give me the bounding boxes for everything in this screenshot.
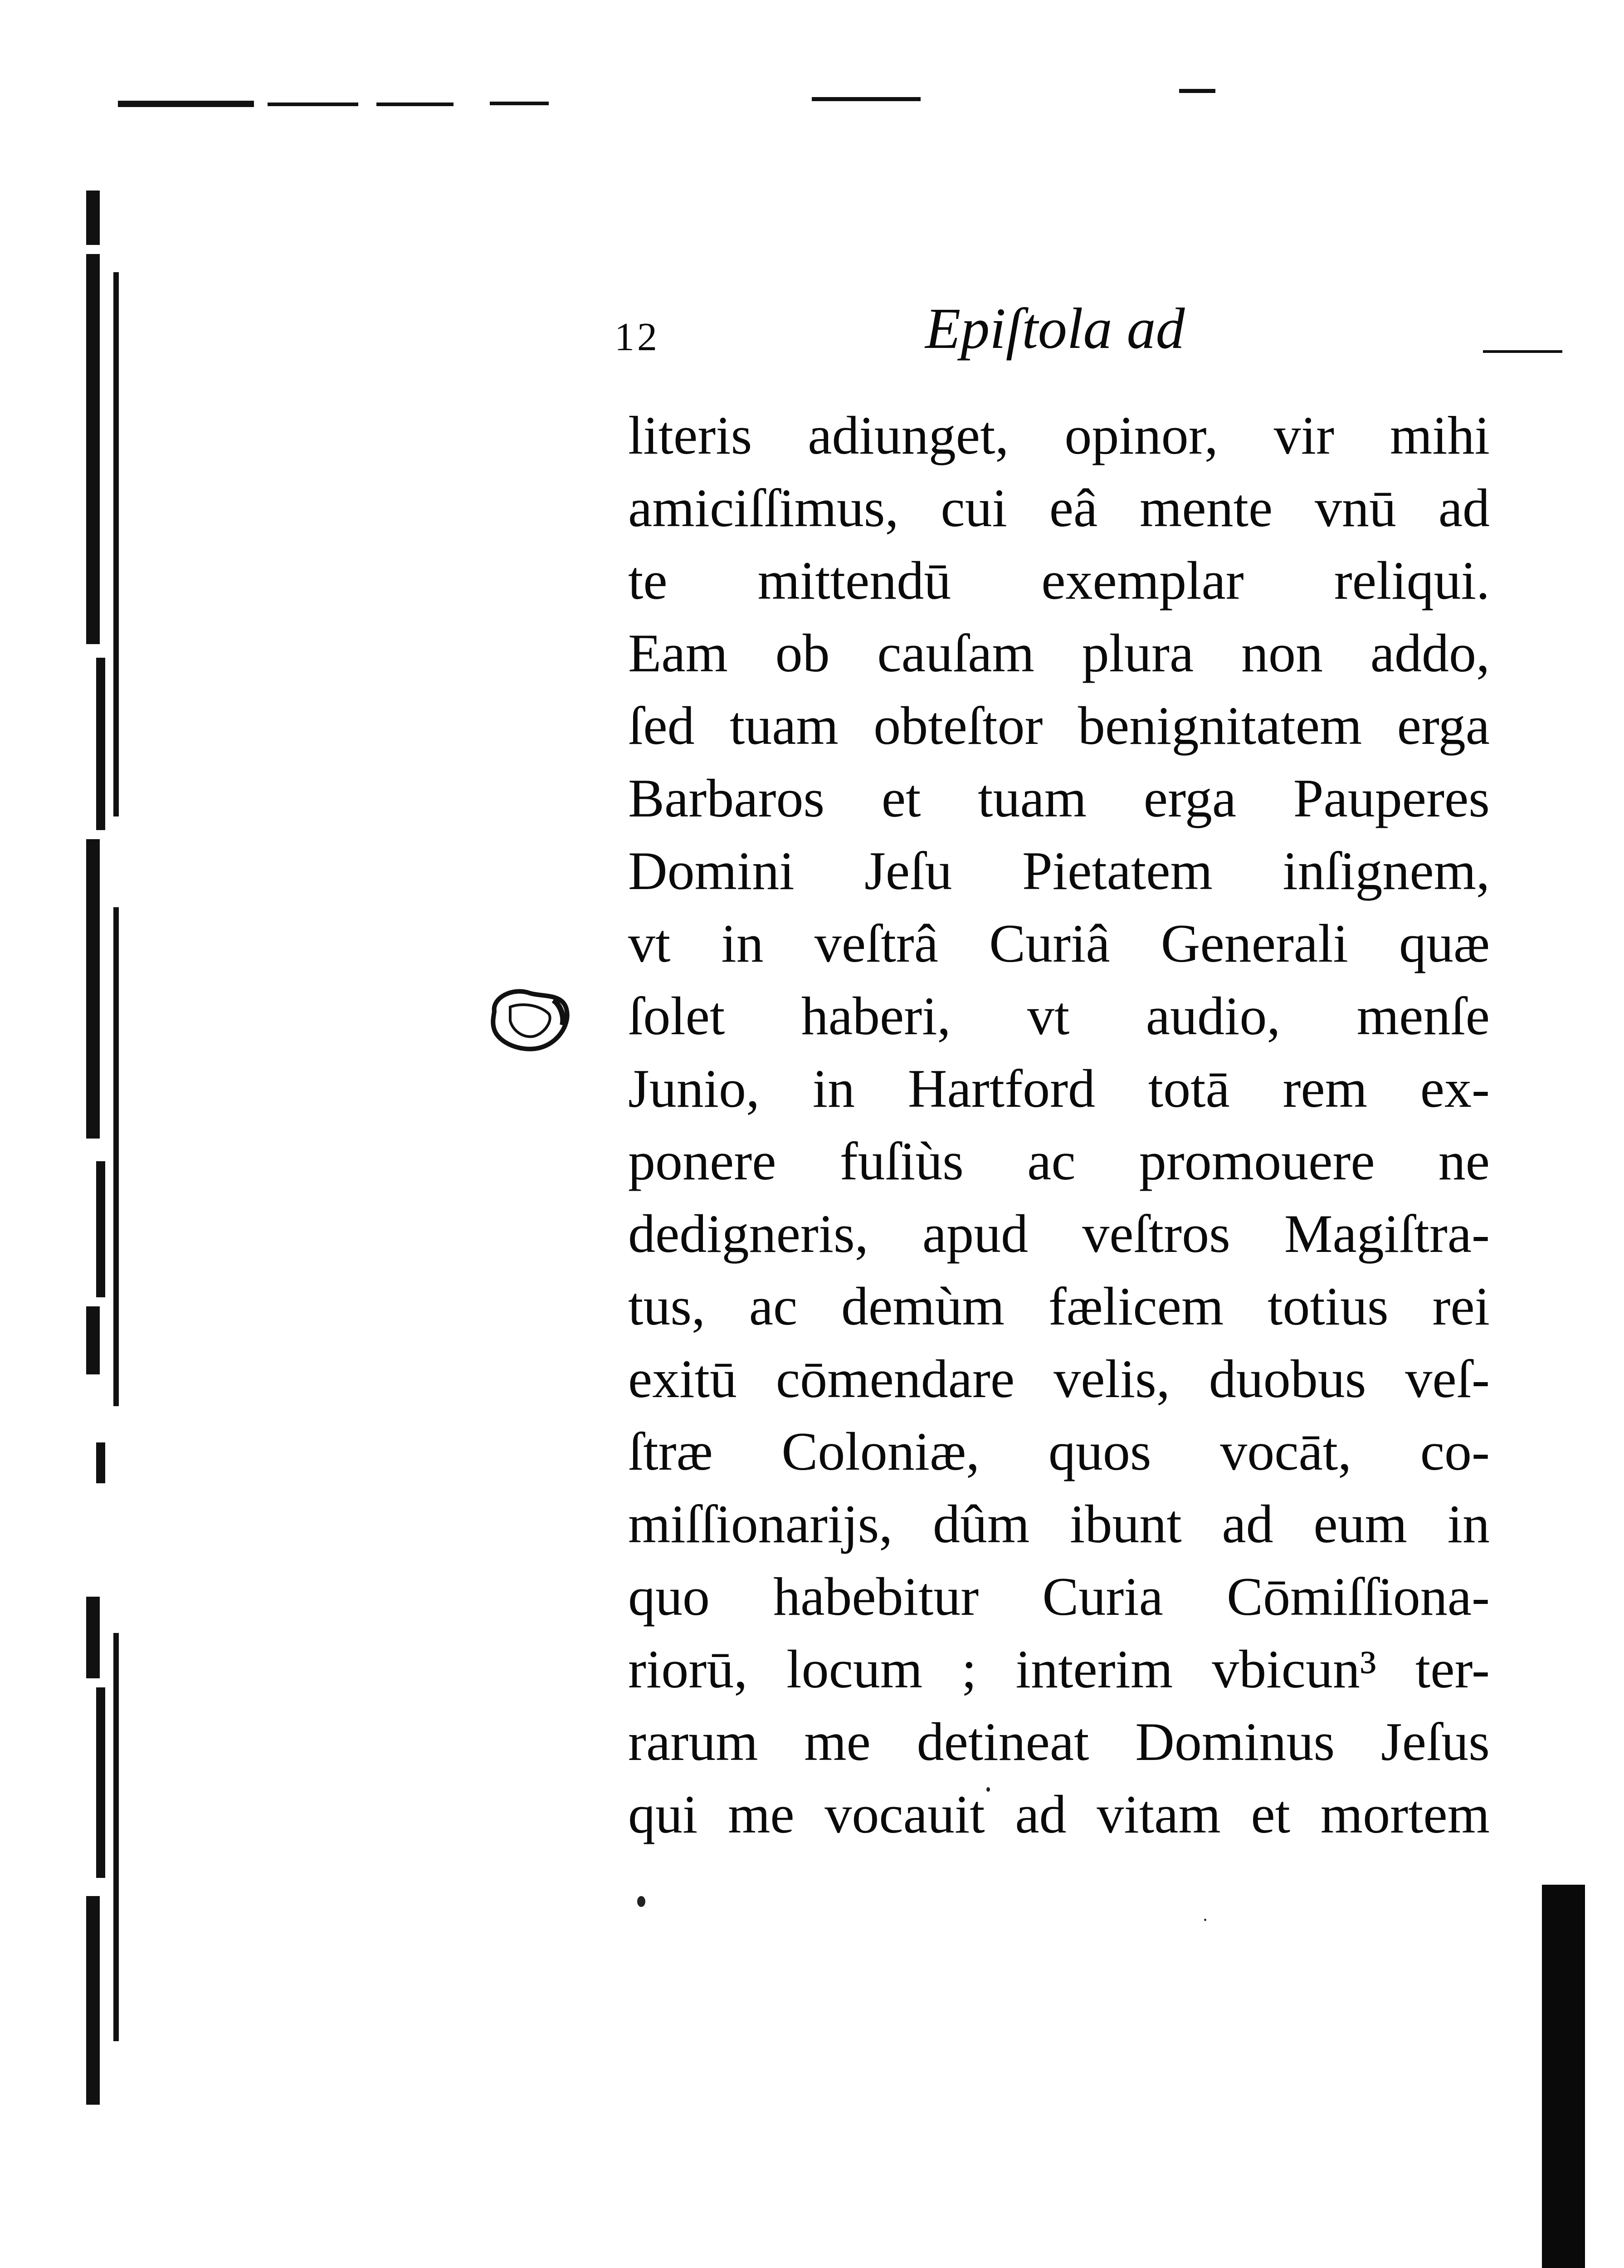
text-line: qui me vocauit ad vitam et mortem (628, 1784, 1490, 1844)
scan-top-rule (1179, 89, 1215, 93)
scan-top-rule (812, 97, 921, 101)
scan-left-edge (96, 1442, 105, 1483)
text-line: ſtræ Coloniæ, quos vocāt, co- (628, 1421, 1490, 1481)
scan-top-rule (490, 102, 549, 105)
text-line: ponere fuſiùs ac promouere ne (628, 1131, 1490, 1191)
scan-left-edge (113, 272, 119, 816)
scan-left-edge (86, 191, 100, 245)
text-line: ſed tuam obteſtor benignitatem erga (628, 695, 1490, 756)
scan-left-edge (86, 1896, 100, 2105)
scan-speck (637, 1896, 645, 1907)
text-line: riorū, locum ; interim vbicun³ ter- (628, 1639, 1490, 1699)
scan-top-rule (268, 103, 358, 106)
scan-left-edge (96, 1161, 105, 1297)
scan-right-bar (1542, 1885, 1585, 2268)
text-line: te mittendū exemplar reliqui. (628, 550, 1490, 611)
scan-left-edge (86, 839, 100, 1139)
text-line: rarum me detineat Dominus Jeſus (628, 1711, 1490, 1772)
text-line: Junio, in Hartford totā rem ex- (628, 1058, 1490, 1119)
body-text (628, 399, 1490, 1851)
text-line: tus, ac demùm fælicem totius rei (628, 1276, 1490, 1336)
header-dash (1483, 350, 1562, 353)
scan-left-edge (113, 1633, 119, 2041)
stain-mark-icon (485, 980, 576, 1061)
scan-left-edge (86, 254, 100, 644)
text-line: exitū cōmendare velis, duobus veſ- (628, 1349, 1490, 1409)
text-line: dedigneris, apud veſtros Magiſtra- (628, 1203, 1490, 1264)
text-line: ſolet haberi, vt audio, menſe (628, 986, 1490, 1046)
text-line: Barbaros et tuam erga Pauperes (628, 768, 1490, 828)
text-line: Domini Jeſu Pietatem inſignem, (628, 841, 1490, 901)
scan-speck (1204, 1919, 1206, 1921)
text-line: miſſionarijs, dûm ibunt ad eum in (628, 1494, 1490, 1554)
text-line: literis adiunget, opinor, vir mihi (628, 405, 1490, 465)
scan-top-rule (376, 103, 454, 106)
text-line: amiciſſimus, cui eâ mente vnū ad (628, 478, 1490, 538)
page-number: 12 (614, 315, 660, 359)
text-line: vt in veſtrâ Curiâ Generali quæ (628, 913, 1490, 973)
running-head: Epiſtola ad (925, 296, 1185, 361)
scan-top-rule (118, 101, 254, 107)
scan-left-edge (86, 1597, 100, 1678)
scan-left-edge (96, 658, 105, 830)
scan-left-edge (113, 907, 119, 1406)
scan-left-edge (86, 1306, 100, 1374)
text-line: quo habebitur Curia Cōmiſſiona- (628, 1566, 1490, 1627)
scan-left-edge (96, 1687, 105, 1878)
text-line: Eam ob cauſam plura non addo, (628, 623, 1490, 683)
